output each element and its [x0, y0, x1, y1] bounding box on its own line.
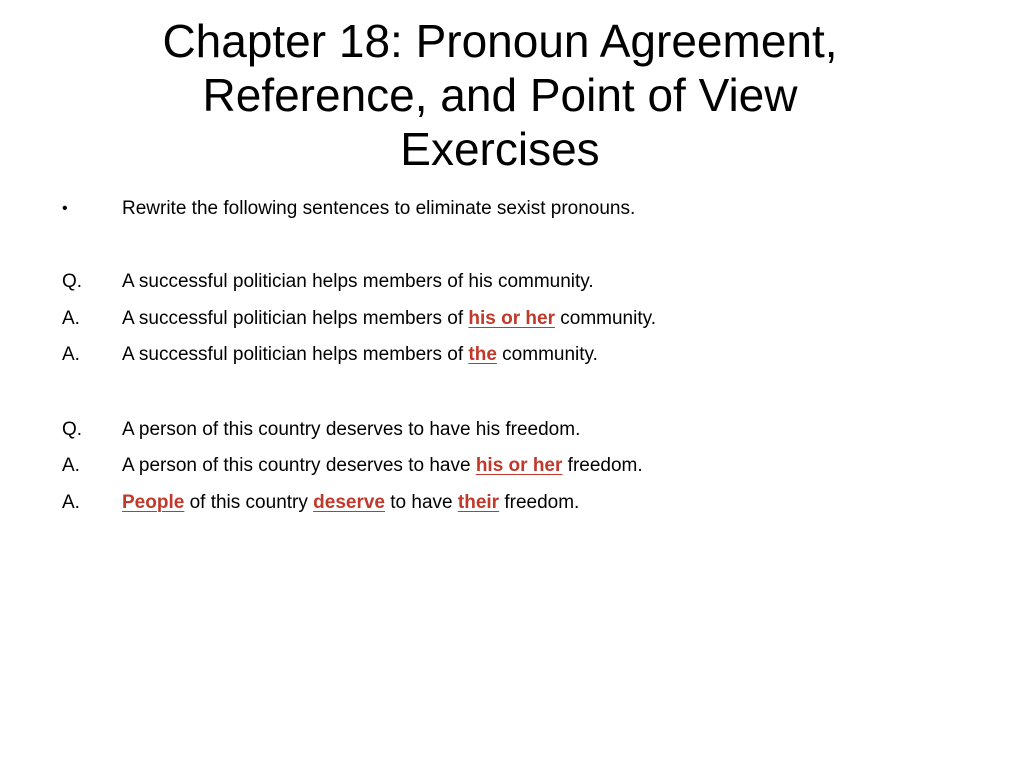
answer-marker: A. — [62, 492, 80, 513]
answer-text-pre: A successful politician helps members of — [122, 344, 469, 365]
highlighted-phrase: the — [468, 344, 497, 365]
answer-text-pre: A person of this country deserves to have — [122, 455, 476, 476]
instruction-row — [0, 194, 1024, 224]
question-marker: Q. — [62, 271, 83, 292]
highlighted-phrase: his or her — [468, 308, 555, 329]
answer-marker: A. — [62, 308, 80, 329]
answer-text-post: freedom. — [499, 492, 580, 513]
question-row-1 — [0, 267, 1024, 297]
highlighted-phrase: People — [122, 492, 185, 513]
answer-row-2b — [0, 488, 1024, 518]
question-text: A successful politician helps members of his community. — [122, 271, 594, 292]
answer-text — [122, 488, 579, 518]
question-text: A person of this country deserves to have his freedom. — [122, 419, 581, 440]
answer-text-mid: to have — [385, 492, 458, 513]
question-marker: Q. — [62, 419, 83, 440]
answer-text — [122, 340, 598, 370]
answer-row-1a — [0, 304, 1024, 334]
slide-title — [60, 14, 940, 176]
highlighted-phrase: his or her — [475, 455, 563, 476]
answer-row-1b — [0, 340, 1024, 370]
answer-text-post: freedom. — [562, 455, 643, 476]
answer-text — [122, 451, 643, 481]
title-line-1: Chapter 18: Pronoun Agreement, — [162, 15, 838, 67]
answer-text-mid: of this country — [184, 492, 314, 513]
title-line-3: Exercises — [400, 123, 600, 175]
highlighted-phrase: deserve — [313, 492, 385, 513]
answer-text-pre: A successful politician helps members of — [122, 308, 469, 329]
highlighted-phrase: their — [457, 492, 500, 513]
answer-text-post: community. — [554, 308, 656, 329]
answer-marker: A. — [62, 344, 80, 365]
bullet-marker: • — [62, 200, 68, 217]
answer-text — [122, 304, 656, 334]
answer-text-post: community. — [496, 344, 598, 365]
answer-row-2a — [0, 451, 1024, 481]
answer-marker: A. — [62, 455, 80, 476]
question-row-2 — [0, 415, 1024, 445]
instruction-text: Rewrite the following sentences to eliminate sexist pronouns. — [122, 198, 636, 219]
title-line-2: Reference, and Point of View — [202, 69, 798, 121]
